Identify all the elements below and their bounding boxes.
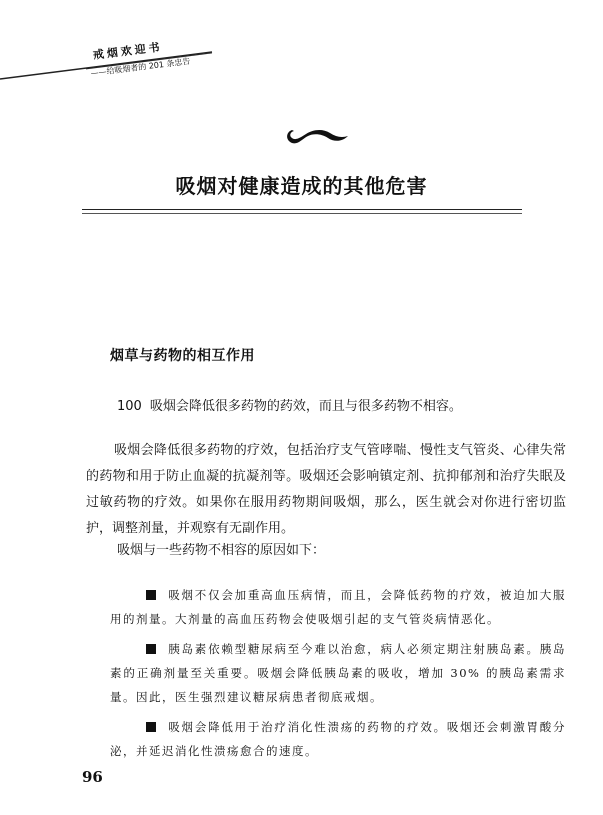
section-heading: 烟草与药物的相互作用 — [110, 348, 255, 364]
square-bullet-icon — [146, 722, 156, 732]
bullet-text: 吸烟会降低用于治疗消化性溃疡的药物的疗效。吸烟还会刺激胃酸分泌，并延迟消化性溃疡愈合的速度。 — [110, 720, 566, 758]
square-bullet-icon — [146, 644, 156, 654]
advice-item-number: 100 — [117, 399, 142, 414]
chapter-title: 吸烟对健康造成的其他危害 — [175, 174, 428, 198]
page-number: 96 — [82, 768, 103, 786]
body-paragraph-intro: 吸烟与一些药物不相容的原因如下： — [117, 543, 326, 558]
square-bullet-icon — [146, 590, 156, 600]
body-paragraph: 吸烟会降低很多药物的疗效，包括治疗支气管哮喘、慢性支气管炎、心律失常的药物和用于防止血凝的抗凝剂等。吸烟还会影响镇定剂、抗抑郁剂和治疗失眠及过敏药物的疗效。如果你在服用药物期间吸烟，那么，医生就会对你进行密切监护，调整剂量，并观察有无副作用。 — [86, 443, 566, 536]
bullet-list — [110, 583, 566, 769]
advice-item — [117, 395, 462, 414]
bullet-text: 吸烟不仅会加重高血压病情，而且，会降低药物的疗效，被迫加大服用的剂量。大剂量的高血压药物会使吸烟引起的支气管炎病情恶化。 — [110, 588, 566, 626]
bullet-item — [110, 583, 566, 631]
swirl-ornament-icon — [282, 124, 350, 148]
bullet-text: 胰岛素依赖型糖尿病至今难以治愈，病人必须定期注射胰岛素。胰岛素的正确剂量至关重要。吸烟会降低胰岛素的吸收，增加 30% 的胰岛素需求量。因此，医生强烈建议糖尿病患者彻底戒烟。 — [110, 642, 566, 704]
header-book-title: 戒烟欢迎书 — [92, 40, 164, 62]
bullet-item — [110, 715, 566, 763]
title-rule — [82, 209, 522, 210]
header-book-subtitle: ——给吸烟者的 201 条忠告 — [90, 56, 191, 78]
running-header — [0, 20, 240, 90]
advice-item-text: 吸烟会降低很多药物的药效，而且与很多药物不相容。 — [149, 399, 462, 414]
title-rule-secondary — [82, 213, 522, 214]
bullet-item — [110, 637, 566, 709]
